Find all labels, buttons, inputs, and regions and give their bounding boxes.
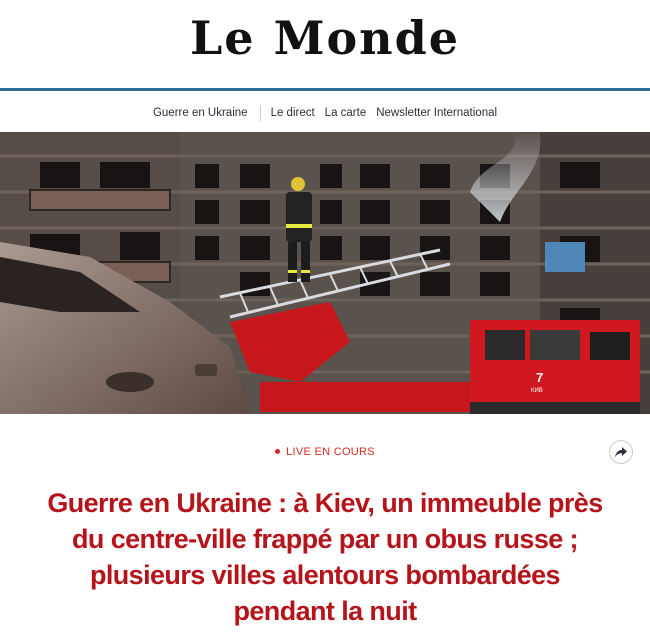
share-arrow-icon xyxy=(615,447,627,458)
nav-divider xyxy=(260,105,261,121)
hero-photo xyxy=(0,132,650,414)
nav-section-guerre-en-ukraine[interactable]: Guerre en Ukraine xyxy=(152,107,248,119)
live-dot-icon xyxy=(275,449,280,454)
nav-item-le-direct[interactable]: Le direct xyxy=(270,107,315,119)
live-label: LIVE EN COURS xyxy=(286,446,375,458)
share-button[interactable] xyxy=(609,440,633,464)
nav-item-newsletter-international[interactable]: Newsletter International xyxy=(376,107,498,119)
hero-photo-illustration xyxy=(0,132,650,414)
truck-number: 7 xyxy=(536,370,544,385)
le-monde-logo[interactable]: Le Monde xyxy=(189,11,461,65)
article-headline[interactable]: Guerre en Ukraine : à Kiev, un immeuble près du centre-ville frappé par un obus russe ; plusieurs villes alentours bombardées pendant la nuit xyxy=(47,488,603,626)
live-indicator xyxy=(0,446,650,458)
masthead xyxy=(0,0,650,88)
section-nav xyxy=(0,104,650,122)
truck-label: КИВ xyxy=(531,388,543,394)
nav-item-la-carte[interactable]: La carte xyxy=(324,107,367,119)
fire-truck xyxy=(470,320,640,414)
header-rule xyxy=(0,88,650,91)
